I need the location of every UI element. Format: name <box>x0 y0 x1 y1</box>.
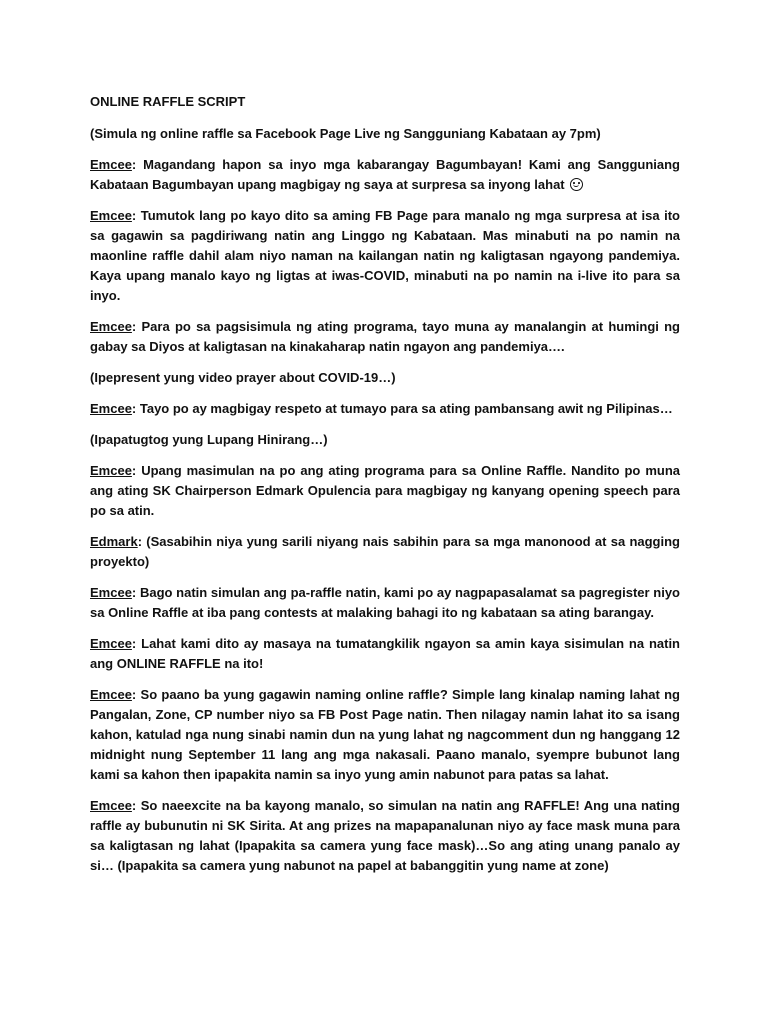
paragraph-text: : Tumutok lang po kayo dito sa aming FB Page para manalo ng mga surpresa at isa ito sa gagawin sa pagdiriwang natin ang Linggo ng Kabataan. Mas minabuti na po namin na maonline raffle dahil alam niyo naman na kailangan natin ng kaligtasan ngayong pandemiya. Kaya upang manalo kayo ng ligtas at iwas-COVID, minabuti na po namin na i-live ito para sa inyo. <box>90 208 680 303</box>
paragraph-text: (Ipapatugtog yung Lupang Hinirang…) <box>90 432 328 447</box>
script-line <box>90 206 680 306</box>
speaker-label: Emcee <box>90 463 132 478</box>
speaker-label: Emcee <box>90 319 132 334</box>
stage-direction <box>90 124 680 144</box>
speaker-label: Emcee <box>90 208 132 223</box>
paragraph-text: : Magandang hapon sa inyo mga kabarangay Bagumbayan! Kami ang Sangguniang Kabataan Bagumbayan upang magbigay ng saya at surpresa sa inyong lahat <box>90 157 680 192</box>
paragraph-text: : Bago natin simulan ang pa-raffle natin, kami po ay nagpapasalamat sa pagregister niyo sa Online Raffle at iba pang contests at malaking bahagi ito ng kabataan sa ating barangay. <box>90 585 680 620</box>
speaker-label: Emcee <box>90 585 132 600</box>
paragraph-text: : So naeexcite na ba kayong manalo, so simulan na natin ang RAFFLE! Ang una nating raffle ay bubunutin ni SK Sirita. At ang prizes na mapapanalunan niyo ay face mask muna para sa kaligtasan ng lahat (Ipapakita sa camera yung face mask)…So ang ating unang panalo ay si… (Ipapakita sa camera yung nabunot na papel at babanggitin yung name at zone) <box>90 798 680 873</box>
script-line <box>90 583 680 623</box>
document-title: ONLINE RAFFLE SCRIPT <box>90 94 246 109</box>
paragraph-text: : So paano ba yung gagawin naming online raffle? Simple lang kinalap naming lahat ng Pangalan, Zone, CP number niyo sa FB Post Page natin. Then nilagay namin lahat ito sa isang kahon, katulad nga nung sinabi namin dun na yung lahat ng nagcomment dun ng hanggang 12 midnight nung September 11 lang ang mga nakasali. Paano manalo, syempre bubunot lang kami sa kahon then ipapakita namin sa inyo yung amin nabunot para patas sa lahat. <box>90 687 680 782</box>
paragraph-text: (Ipepresent yung video prayer about COVID-19…) <box>90 370 396 385</box>
paragraph-text: : Upang masimulan na po ang ating programa para sa Online Raffle. Nandito po muna ang ating SK Chairperson Edmark Opulencia para magbigay ng kanyang opening speech para po sa atin. <box>90 463 680 518</box>
speaker-label: Emcee <box>90 798 132 813</box>
paragraph-text: : Para po sa pagsisimula ng ating programa, tayo muna ay manalangin at humingi ng gabay sa Diyos at kaligtasan na kinakaharap natin ngayon ang pandemiya…. <box>90 319 680 354</box>
script-line <box>90 399 680 419</box>
script-line <box>90 317 680 357</box>
speaker-label: Emcee <box>90 401 132 416</box>
script-line <box>90 796 680 876</box>
stage-direction <box>90 430 680 450</box>
speaker-label: Edmark <box>90 534 138 549</box>
script-line <box>90 461 680 521</box>
script-line <box>90 532 680 572</box>
script-line <box>90 155 680 195</box>
paragraph-text: (Simula ng online raffle sa Facebook Page Live ng Sangguniang Kabataan ay 7pm) <box>90 126 601 141</box>
paragraph-text: : Lahat kami dito ay masaya na tumatangkilik ngayon sa amin kaya sisimulan na natin ang ONLINE RAFFLE na ito! <box>90 636 680 671</box>
speaker-label: Emcee <box>90 687 132 702</box>
speaker-label: Emcee <box>90 157 132 172</box>
script-line <box>90 634 680 674</box>
speaker-label: Emcee <box>90 636 132 651</box>
stage-direction <box>90 368 680 388</box>
paragraph-text: : Tayo po ay magbigay respeto at tumayo para sa ating pambansang awit ng Pilipinas… <box>131 401 673 416</box>
script-line <box>90 685 680 785</box>
paragraph-text: : (Sasabihin niya yung sarili niyang nais sabihin para sa mga manonood at sa nagging proyekto) <box>90 534 680 569</box>
smiley-icon <box>570 178 583 191</box>
